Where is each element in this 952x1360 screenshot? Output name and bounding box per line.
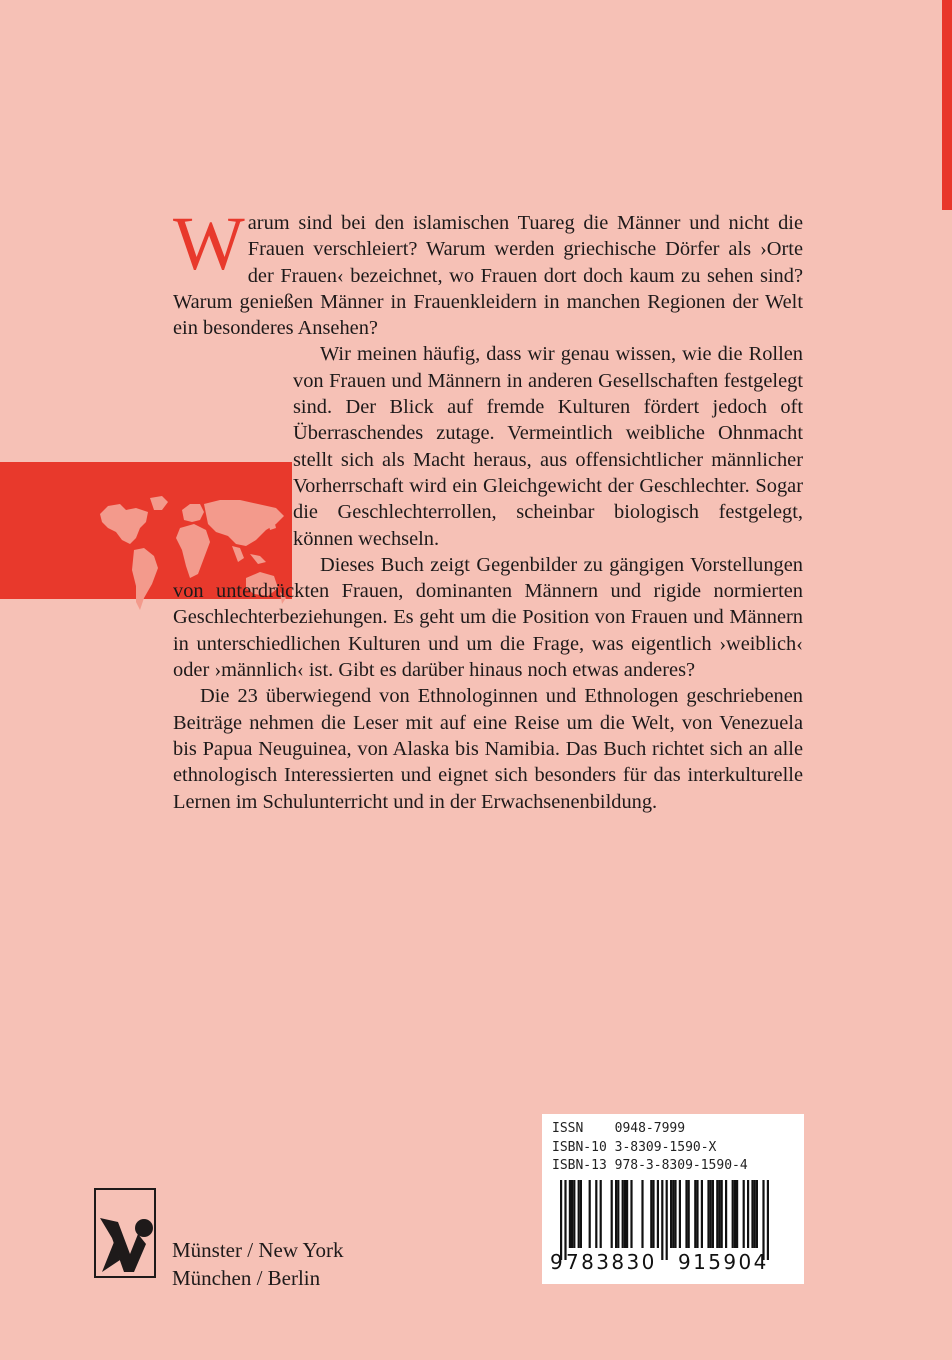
barcode-bar [718, 1180, 720, 1248]
barcode-bar [674, 1180, 676, 1248]
barcode-digits: 9 783830 915904 [550, 1250, 769, 1274]
barcode-bar [661, 1180, 663, 1260]
blurb-text [173, 202, 803, 815]
barcode-bar [707, 1180, 709, 1248]
barcode-bar [564, 1180, 566, 1260]
barcode-bar [767, 1180, 769, 1260]
publisher-locations [172, 1236, 344, 1292]
barcode-bar [580, 1180, 582, 1248]
barcode-bar [560, 1180, 562, 1260]
publisher-line-2: München / Berlin [172, 1266, 321, 1290]
blurb-paragraph-2: Wir meinen häufig, dass wir genau wissen, wie die Rollen von Frauen und Männern in anderen Gesellschaften festgelegt sind. Der Blick auf fremde Kulturen fördert jedoch oft Überraschendes zutage. Vermeintlich weibliche Ohnmacht stellt sich als Macht heraus, aus offensichtlicher männlicher Vorherrschaft wird ein Gleichgewicht der Geschlechter. Sogar die Geschlechterrollen, scheinbar biologisch festgelegt, können wechseln. [293, 343, 803, 550]
barcode-bar [725, 1180, 727, 1248]
barcode [560, 1180, 786, 1260]
barcode-bar [569, 1180, 571, 1248]
publisher-logo-icon [94, 1188, 156, 1278]
barcode-bar [696, 1180, 698, 1248]
barcode-bar [694, 1180, 696, 1248]
barcode-bar [672, 1180, 674, 1248]
barcode-bar [578, 1180, 580, 1248]
barcode-bar [734, 1180, 736, 1248]
barcode-bar [657, 1180, 659, 1248]
barcode-bar [751, 1180, 753, 1248]
barcode-bar [589, 1180, 591, 1248]
dropcap-letter: W [173, 202, 245, 286]
spine-edge-stripe [942, 0, 952, 210]
barcode-bar [611, 1180, 613, 1248]
isbn-barcode-box [542, 1114, 804, 1284]
barcode-bar [743, 1180, 745, 1248]
barcode-bar [688, 1180, 690, 1248]
barcode-bar [747, 1180, 749, 1248]
barcode-bar [600, 1180, 602, 1248]
barcode-bar [762, 1180, 764, 1260]
barcode-bar [595, 1180, 597, 1248]
barcode-bar [571, 1180, 573, 1248]
barcode-bar [716, 1180, 718, 1248]
barcode-bar [679, 1180, 681, 1248]
barcode-bar [754, 1180, 756, 1248]
blurb-paragraph-4: Die 23 überwiegend von Ethnologinnen und Ethnologen geschriebenen Beiträge nehmen die Leser mit auf eine Reise um die Welt, von Venezuela bis Papua Neuguinea, von Alaska bis Namibia. Das Buch richtet sich an alle ethnologisch Interessierten und eignet sich besonders für das interkulturelle Lernen im Schulunterricht und in der Erwachsenenbildung. [173, 685, 803, 813]
isbn-lines: ISSN 0948-7999 ISBN-10 3-8309-1590-X ISBN-13 978-3-8309-1590-4 [552, 1121, 748, 1173]
barcode-bar [736, 1180, 738, 1248]
barcode-bar [650, 1180, 652, 1248]
barcode-bar [701, 1180, 703, 1248]
barcode-bar [626, 1180, 628, 1248]
barcode-bar [721, 1180, 723, 1248]
barcode-bar [630, 1180, 632, 1248]
barcode-bar [712, 1180, 714, 1248]
barcode-bar [622, 1180, 624, 1248]
barcode-bar [617, 1180, 619, 1248]
barcode-bar [624, 1180, 626, 1248]
blurb-paragraph-3: Dieses Buch zeigt Gegenbilder zu gängigen Vorstellungen von unterdrückten Frauen, dominanten Männern und rigide normierten Geschlechterbeziehungen. Es geht um die Position von Frauen und Männern in unterschiedlichen Kulturen und um die Frage, was eigentlich ›weiblich‹ oder ›männlich‹ ist. Gibt es darüber hinaus noch etwas anderes? [173, 553, 803, 682]
barcode-bar [666, 1180, 668, 1260]
barcode-bar [641, 1180, 643, 1248]
barcode-bar [615, 1180, 617, 1248]
barcode-bar [756, 1180, 758, 1248]
blurb-paragraph-1: arum sind bei den islamischen Tuareg die Männer und nicht die Frauen verschleiert? Warum werden griechische Dörfer als ›Orte der Frauen‹ bezeichnet, wo Frauen dort doch kaum zu sehen sind? Warum genießen Männer in Frauenkleidern in manchen Regionen der Welt ein besonderes Ansehen? [173, 212, 803, 340]
barcode-bar [670, 1180, 672, 1248]
barcode-bar [573, 1180, 575, 1248]
barcode-bar [685, 1180, 687, 1248]
barcode-bar [732, 1180, 734, 1248]
barcode-bar [710, 1180, 712, 1248]
publisher-line-1: Münster / New York [172, 1238, 344, 1262]
barcode-bar [652, 1180, 654, 1248]
